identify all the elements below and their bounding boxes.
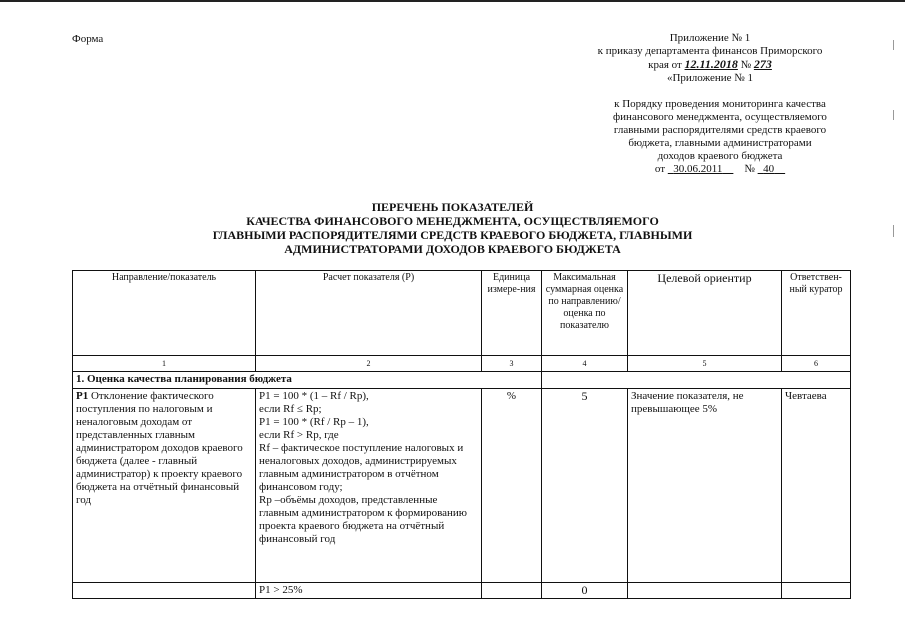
score-cell: 5 (542, 389, 628, 583)
from-date: 30.06.2011 (673, 163, 723, 175)
no-label: № (744, 163, 755, 175)
empty-cell (73, 583, 256, 599)
calc-line: если Rf > Rp, где (259, 429, 339, 441)
header-cell: Расчет показателя (P) (256, 271, 482, 356)
table-row (73, 583, 851, 599)
appendix2-title: «Приложение № 1 (666, 72, 754, 84)
procedure-line: бюджета, главными администраторами (628, 137, 812, 149)
table-row (73, 389, 851, 583)
header-cell: Целевой ориентир (628, 271, 782, 356)
no-value: 40 (763, 163, 775, 175)
calc-cell (256, 389, 482, 583)
procedure-line: главными распорядителями средств краевого (613, 124, 827, 136)
procedure-line: к Порядку проведения мониторинга качества (614, 98, 826, 110)
unit-cell: % (482, 389, 542, 583)
title-line: ГЛАВНЫМИ РАСПОРЯДИТЕЛЯМИ СРЕДСТВ КРАЕВОГО БЮДЖЕТА, ГЛАВНЫМИ (212, 228, 693, 242)
title-line: ПЕРЕЧЕНЬ ПОКАЗАТЕЛЕЙ (371, 200, 534, 214)
column-number: 6 (782, 356, 851, 372)
section-empty (542, 372, 851, 389)
column-number: 1 (73, 356, 256, 372)
header-cell: Ответствен-ный куратор (782, 271, 851, 356)
empty-cell (628, 583, 782, 599)
table-header-row (73, 271, 851, 356)
indicator-code: P1 (76, 390, 89, 402)
order-number: 273 (753, 57, 772, 71)
curator-cell: Чевтаева (782, 389, 851, 583)
section-title: 1. Оценка качества планирования бюджета (73, 372, 542, 389)
calc-cell: P1 > 25% (256, 583, 482, 599)
column-number-row (73, 356, 851, 372)
header-cell: Единица измере-ния (482, 271, 542, 356)
order-no-label: № (737, 59, 754, 71)
column-number: 2 (256, 356, 482, 372)
title-line: КАЧЕСТВА ФИНАНСОВОГО МЕНЕДЖМЕНТА, ОСУЩЕСТВЛЯЕМОГО (246, 214, 659, 228)
calc-line: P1 = 100 * (1 – Rf / Rp), (259, 390, 369, 402)
form-label: Форма (72, 33, 104, 45)
procedure-line: финансового менеджмента, осуществляемого (613, 111, 827, 123)
scan-edge (0, 0, 905, 2)
order-line (520, 58, 900, 72)
procedure-line: доходов краевого бюджета (657, 150, 783, 162)
from-label: от (654, 163, 668, 175)
header-cell: Направление/показатель (73, 271, 256, 356)
calc-line: если Rf ≤ Rp; (259, 403, 322, 415)
column-number: 5 (628, 356, 782, 372)
calc-line: Rf – фактическое поступление налоговых и неналоговых доходов, администрируемых главным администратором в отчётном финансовом году; (259, 442, 464, 493)
procedure-block (555, 98, 885, 176)
calc-line: Rp –объёмы доходов, представленные главным администратором к формированию проекта краевого бюджета на отчётный финансовый год (259, 494, 468, 545)
target-cell: Значение показателя, не превышающее 5% (628, 389, 782, 583)
column-number: 3 (482, 356, 542, 372)
appendix-line: Приложение № 1 (669, 32, 751, 44)
from-line (555, 163, 885, 176)
title-line: АДМИНИСТРАТОРАМИ ДОХОДОВ КРАЕВОГО БЮДЖЕТА (284, 242, 621, 256)
document-title (100, 200, 805, 256)
score-cell: 0 (542, 583, 628, 599)
empty-cell (482, 583, 542, 599)
empty-cell (782, 583, 851, 599)
order-prefix: края от (648, 59, 685, 71)
appendix-block (520, 32, 900, 85)
scan-mark (893, 225, 894, 237)
section-row (73, 372, 851, 389)
indicator-name: Отклонение фактического поступления по налоговым и неналоговым доходам от представленных главным администратором доходов краевого бюджета (далее - главный администратор) к проекту краевого бюджета на отчётный финансовый год (76, 390, 243, 506)
calc-line: P1 = 100 * (Rf / Rp – 1), (259, 416, 369, 428)
order-date: 12.11.2018 (684, 57, 738, 71)
indicator-cell (73, 389, 256, 583)
header-cell: Максимальная суммарная оценка по направлению/ оценка по показателю (542, 271, 628, 356)
column-number: 4 (542, 356, 628, 372)
scan-mark (893, 110, 894, 120)
appendix-line: к приказу департамента финансов Приморского (597, 45, 823, 57)
indicators-table (72, 270, 851, 599)
